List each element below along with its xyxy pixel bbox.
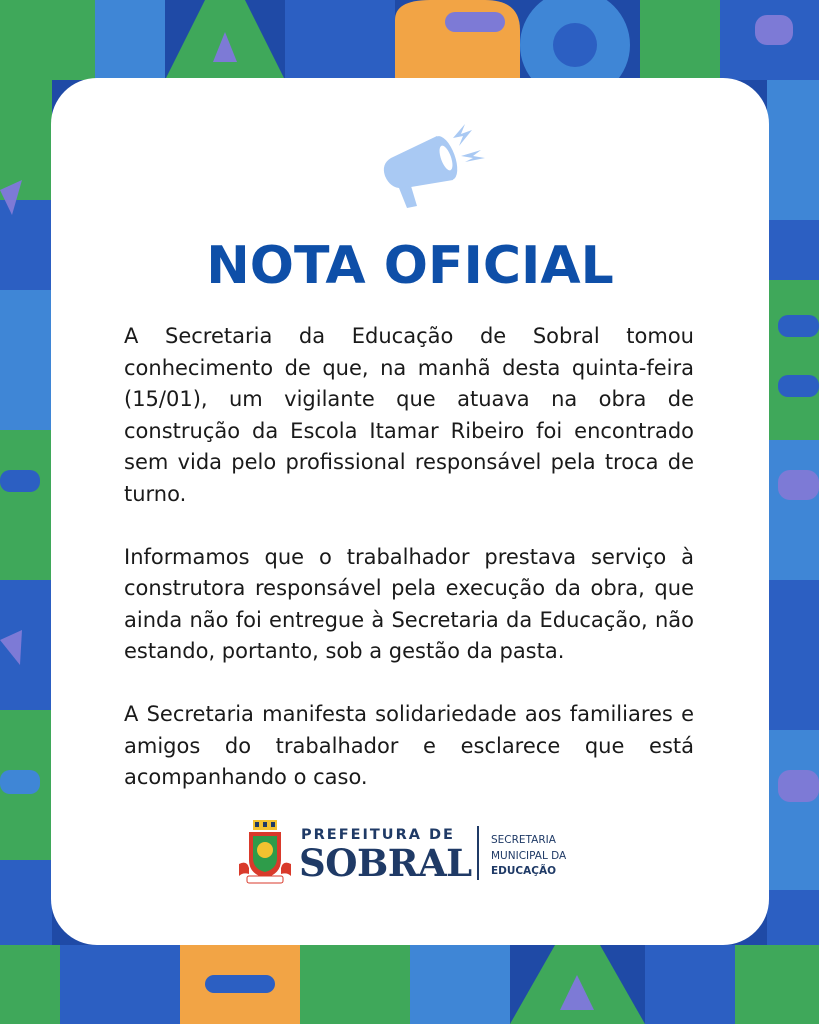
sobral-wordmark: SOBRAL	[299, 841, 472, 885]
page-title: NOTA OFICIAL	[206, 236, 614, 296]
note-body	[124, 321, 694, 825]
secretaria-line-2: MUNICIPAL DA	[491, 849, 567, 862]
secretaria-line-3: EDUCAÇÃO	[491, 865, 557, 877]
logo-divider	[477, 826, 479, 880]
secretaria-line-1: SECRETARIA	[491, 834, 556, 846]
official-note-card	[51, 78, 769, 945]
note-paragraph-1: A Secretaria da Educação de Sobral tomou conhecimento de que, na manhã desta quinta-feira (15/01), um vigilante que atuava na obra de construção da Escola Itamar Ribeiro foi encontrado sem vida pelo profissional responsável pela troca de turno.	[124, 324, 694, 506]
prefeitura-label: PREFEITURA DE	[301, 827, 455, 843]
coat-of-arms-icon	[239, 820, 291, 884]
footer-logo	[239, 820, 599, 884]
megaphone-icon	[377, 118, 487, 210]
note-paragraph-2: Informamos que o trabalhador prestava serviço à construtora responsável pela execução da obra, que ainda não foi entregue à Secretaria da Educação, não estando, portanto, sob a gestão da pasta.	[124, 544, 694, 663]
secretaria-label	[491, 833, 566, 880]
note-paragraph-3: A Secretaria manifesta solidariedade aos familiares e amigos do trabalhador e esclarece que está acompanhando o caso.	[124, 702, 694, 789]
